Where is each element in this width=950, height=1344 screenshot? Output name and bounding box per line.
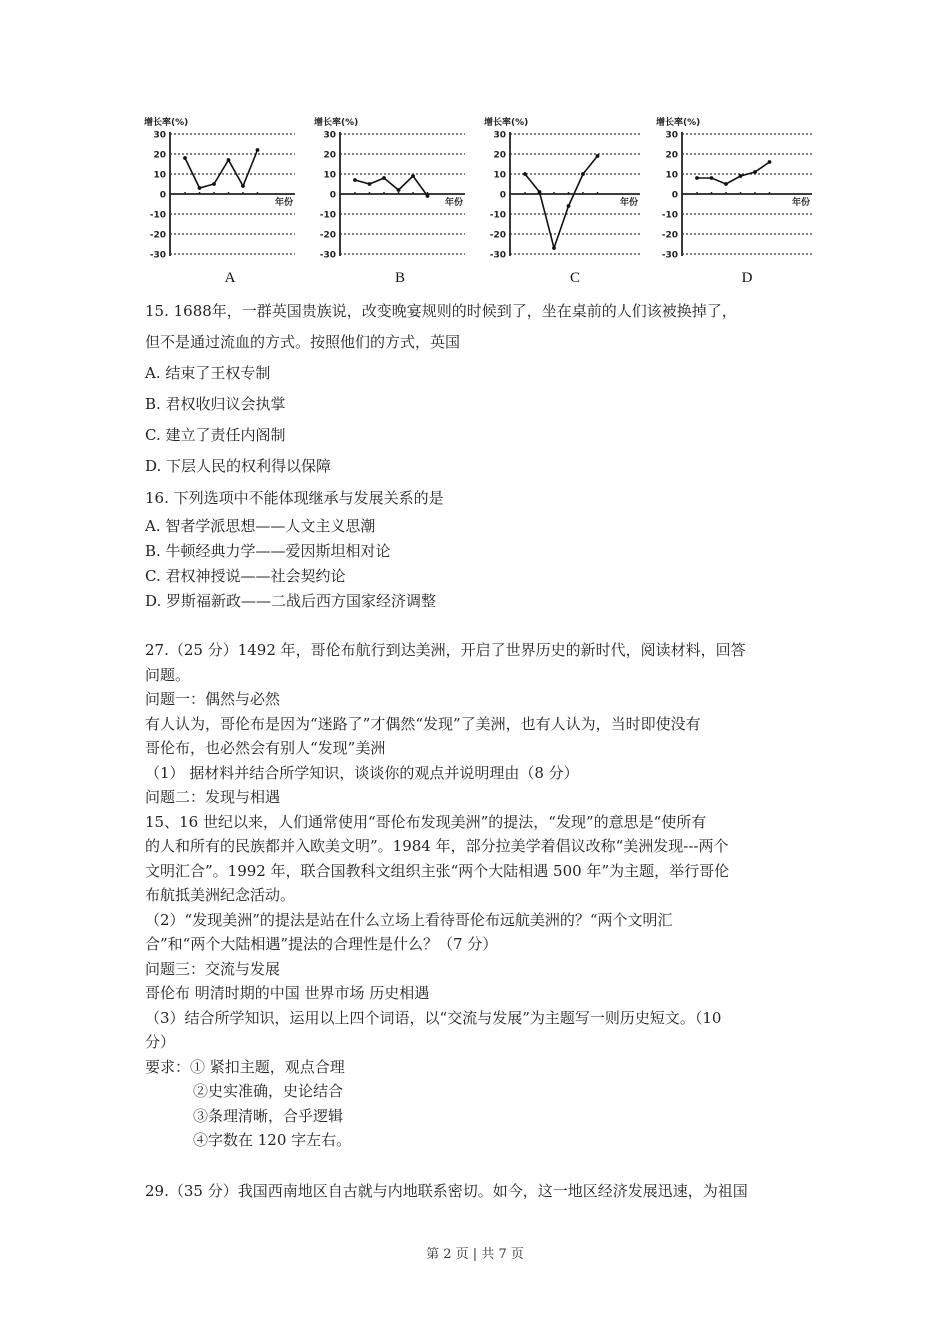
chart-label-c: C [569, 270, 580, 286]
q27-line: 合”和“两个大陆相遇”提法的合理性是什么？（7 分） [145, 935, 498, 953]
q27-line: 有人认为，哥伦布是因为“迷路了”才偶然“发现”了美洲，也有人认为，当时即使没有 [145, 714, 701, 733]
svg-text:20: 20 [153, 150, 166, 161]
q27-subquestion-2: （2）“发现美洲”的提法是站在什么立场上看待哥伦布远航美洲的？“两个文明汇 [145, 910, 673, 929]
svg-text:增长率(%): 增长率(%) [656, 118, 701, 128]
svg-text:20: 20 [493, 150, 506, 161]
svg-text:增长率(%): 增长率(%) [484, 118, 529, 128]
question-29 [145, 1179, 810, 1204]
q16-option-b: B. 牛顿经典力学——爱因斯坦相对论 [145, 542, 391, 560]
svg-text:30: 30 [665, 130, 678, 141]
question-15 [145, 296, 810, 482]
svg-text:增长率(%): 增长率(%) [314, 118, 359, 128]
q27-line: 布航抵美洲纪念活动。 [145, 886, 296, 904]
svg-text:年份: 年份 [791, 198, 810, 208]
q27-subquestion-1: （1） 据材料并结合所学知识，谈谈你的观点并说明理由（8 分） [145, 763, 579, 782]
question-27 [145, 638, 810, 1153]
svg-text:-30: -30 [149, 250, 166, 261]
svg-text:年份: 年份 [274, 198, 293, 208]
svg-text:-20: -20 [661, 230, 678, 241]
svg-text:-10: -10 [661, 210, 678, 221]
svg-text:-20: -20 [319, 230, 336, 241]
q27-keywords: 哥伦布 明清时期的中国 世界市场 历史相遇 [145, 984, 430, 1002]
q15-option-a: A. 结束了王权专制 [145, 364, 271, 382]
q27-subheading-2: 问题二：发现与相遇 [145, 788, 281, 806]
q15-option-d: D. 下层人民的权利得以保障 [145, 457, 332, 475]
q27-line: 哥伦布，也必然会有别人“发现”美洲 [145, 739, 386, 757]
svg-text:30: 30 [493, 130, 506, 141]
svg-text:0: 0 [671, 190, 678, 201]
question-16 [145, 482, 810, 614]
svg-text:20: 20 [665, 150, 678, 161]
svg-text:-10: -10 [489, 210, 506, 221]
svg-text:0: 0 [329, 190, 336, 201]
chart-a [140, 112, 305, 292]
q15-option-c: C. 建立了责任内阁制 [145, 426, 286, 444]
svg-text:10: 10 [323, 170, 336, 181]
q16-option-d: D. 罗斯福新政——二战后西方国家经济调整 [145, 592, 437, 610]
q27-line: 的人和所有的民族都并入欧美文明”。1984 年，部分拉美学着倡议改称“美洲发现---两个 [145, 837, 729, 855]
chart-b [310, 112, 475, 292]
q27-line: 分） [145, 1033, 176, 1051]
svg-text:30: 30 [153, 130, 166, 141]
svg-text:-10: -10 [149, 210, 166, 221]
svg-text:0: 0 [499, 190, 506, 201]
svg-text:年份: 年份 [444, 198, 463, 208]
chart-label-a: A [224, 270, 236, 286]
q27-line: 文明汇合”。1992 年，联合国教科文组织主张“两个大陆相遇 500 年”为主题，举行哥伦 [145, 861, 730, 880]
svg-text:-20: -20 [489, 230, 506, 241]
page-footer: 第 2 页 | 共 7 页 [426, 1247, 524, 1262]
q27-subheading-1: 问题一：偶然与必然 [145, 690, 281, 708]
spacer [145, 614, 810, 638]
svg-text:30: 30 [323, 130, 336, 141]
svg-text:-30: -30 [319, 250, 336, 261]
growth-rate-charts [140, 112, 820, 292]
q27-requirement-2: ②史实准确，史论结合 [193, 1082, 344, 1100]
svg-text:20: 20 [323, 150, 336, 161]
q29-line-1: 29.（35 分）我国西南地区自古就与内地联系密切。如今，这一地区经济发展迅速，为祖国 [145, 1181, 748, 1200]
svg-text:年份: 年份 [619, 198, 638, 208]
svg-text:增长率(%): 增长率(%) [144, 118, 189, 128]
q15-stem-line-2: 但不是通过流血的方式。按照他们的方式，英国 [145, 333, 461, 351]
q27-requirements-label: 要求：① 紧扣主题，观点合理 [145, 1057, 345, 1076]
svg-text:10: 10 [153, 170, 166, 181]
chart-d [652, 112, 817, 292]
q27-requirement-4: ④字数在 120 字左右。 [193, 1131, 352, 1149]
q27-line: 问题。 [145, 665, 191, 684]
spacer [145, 1153, 810, 1179]
svg-text:-30: -30 [661, 250, 678, 261]
svg-text:10: 10 [493, 170, 506, 181]
q16-stem: 16. 下列选项中不能体现继承与发展关系的是 [145, 489, 444, 507]
svg-text:-20: -20 [149, 230, 166, 241]
q27-requirement-3: ③条理清晰，合乎逻辑 [193, 1106, 344, 1125]
svg-text:-10: -10 [319, 210, 336, 221]
exam-content [145, 296, 810, 1203]
q15-stem-line-1: 15. 1688年，一群英国贵族说，改变晚宴规则的时候到了，坐在桌前的人们该被换掉了， [145, 302, 737, 320]
q27-subheading-3: 问题三：交流与发展 [145, 959, 281, 978]
q27-line: 27.（25 分）1492 年，哥伦布航行到达美洲，开启了世界历史的新时代，阅读材料，回答 [145, 641, 746, 659]
chart-c [480, 112, 645, 292]
svg-text:10: 10 [665, 170, 678, 181]
q15-option-b: B. 君权收归议会执掌 [145, 395, 286, 413]
q16-option-c: C. 君权神授说——社会契约论 [145, 567, 346, 585]
chart-label-b: B [394, 270, 405, 286]
svg-text:0: 0 [159, 190, 166, 201]
q27-subquestion-3: （3）结合所学知识，运用以上四个词语，以“交流与发展”为主题写一则历史短文。（10 [145, 1008, 722, 1027]
svg-text:-30: -30 [489, 250, 506, 261]
q16-option-a: A. 智者学派思想——人文主义思潮 [145, 517, 376, 535]
q27-line: 15、16 世纪以来，人们通常使用“哥伦布发现美洲”的提法，“发现”的意思是“使所有 [145, 812, 707, 831]
chart-label-d: D [741, 270, 753, 286]
